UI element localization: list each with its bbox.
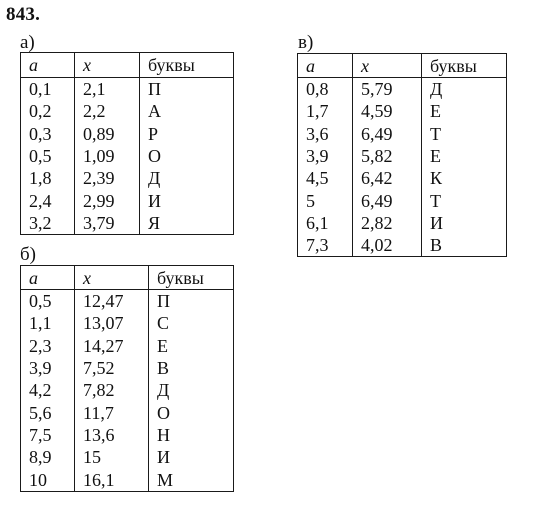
cell-x: 6,49 [353, 123, 422, 145]
cell-letter: Т [422, 123, 507, 145]
cell-letter: Д [140, 167, 234, 189]
cell-letter: Т [422, 189, 507, 211]
cell-a: 7,5 [21, 424, 75, 446]
table-row [298, 145, 507, 167]
cell-a: 8,9 [21, 446, 75, 468]
cell-letter: Д [422, 78, 507, 101]
header-letters: буквы [140, 53, 234, 78]
table-row [21, 446, 234, 468]
table-row [21, 78, 234, 101]
table-row [298, 78, 507, 101]
table-row [21, 424, 234, 446]
table-row [298, 123, 507, 145]
table-row [21, 379, 234, 401]
cell-x: 3,79 [75, 212, 140, 235]
cell-x: 6,49 [353, 189, 422, 211]
cell-a: 6,1 [298, 212, 353, 234]
table-row [298, 189, 507, 211]
cell-x: 0,89 [75, 123, 140, 145]
cell-a: 0,8 [298, 78, 353, 101]
cell-a: 2,4 [21, 189, 75, 211]
cell-letter: Е [422, 100, 507, 122]
table-row [21, 189, 234, 211]
cell-x: 16,1 [75, 468, 149, 491]
table-part-v [297, 53, 507, 257]
table-row [21, 357, 234, 379]
cell-letter: Д [149, 379, 234, 401]
cell-x: 2,82 [353, 212, 422, 234]
cell-letter: А [140, 100, 234, 122]
cell-letter: О [140, 145, 234, 167]
cell-a: 5 [298, 189, 353, 211]
cell-letter: С [149, 312, 234, 334]
table-row [298, 167, 507, 189]
cell-letter: И [422, 212, 507, 234]
table-row [21, 100, 234, 122]
cell-x: 12,47 [75, 290, 149, 313]
cell-letter: Я [140, 212, 234, 235]
header-letters: буквы [149, 266, 234, 290]
cell-x: 7,52 [75, 357, 149, 379]
table-row [21, 123, 234, 145]
cell-a: 4,5 [298, 167, 353, 189]
header-x: x [75, 53, 140, 78]
cell-letter: П [149, 290, 234, 313]
cell-x: 4,02 [353, 234, 422, 257]
cell-letter: Е [149, 335, 234, 357]
cell-x: 6,42 [353, 167, 422, 189]
cell-x: 5,82 [353, 145, 422, 167]
cell-letter: В [149, 357, 234, 379]
problem-number: 843. [6, 4, 41, 25]
cell-a: 10 [21, 468, 75, 491]
table-row [21, 335, 234, 357]
table-row [21, 212, 234, 235]
table-row [298, 234, 507, 257]
part-b-label: б) [20, 244, 36, 265]
cell-letter: О [149, 401, 234, 423]
header-x: x [75, 266, 149, 290]
cell-a: 1,7 [298, 100, 353, 122]
cell-a: 7,3 [298, 234, 353, 257]
cell-x: 4,59 [353, 100, 422, 122]
cell-letter: П [140, 78, 234, 101]
cell-a: 0,2 [21, 100, 75, 122]
header-a: a [21, 266, 75, 290]
table-part-a [20, 52, 234, 235]
header-x: x [353, 54, 422, 78]
cell-letter: М [149, 468, 234, 491]
table-row [21, 167, 234, 189]
cell-x: 2,39 [75, 167, 140, 189]
cell-a: 3,6 [298, 123, 353, 145]
cell-a: 0,5 [21, 290, 75, 313]
cell-a: 4,2 [21, 379, 75, 401]
cell-x: 2,2 [75, 100, 140, 122]
cell-a: 1,1 [21, 312, 75, 334]
cell-a: 0,3 [21, 123, 75, 145]
cell-a: 0,1 [21, 78, 75, 101]
header-a: a [298, 54, 353, 78]
table-row [21, 145, 234, 167]
cell-x: 5,79 [353, 78, 422, 101]
cell-letter: И [140, 189, 234, 211]
cell-x: 2,99 [75, 189, 140, 211]
table-row [298, 212, 507, 234]
cell-x: 2,1 [75, 78, 140, 101]
part-a-label: а) [20, 32, 35, 53]
cell-x: 15 [75, 446, 149, 468]
table-row [21, 401, 234, 423]
cell-x: 13,07 [75, 312, 149, 334]
part-v-label: в) [298, 32, 314, 53]
cell-letter: Е [422, 145, 507, 167]
cell-letter: Н [149, 424, 234, 446]
cell-x: 11,7 [75, 401, 149, 423]
cell-letter: Р [140, 123, 234, 145]
cell-letter: И [149, 446, 234, 468]
table-row [21, 468, 234, 491]
cell-a: 2,3 [21, 335, 75, 357]
table-row [21, 290, 234, 313]
cell-a: 3,9 [298, 145, 353, 167]
cell-letter: К [422, 167, 507, 189]
cell-a: 3,2 [21, 212, 75, 235]
header-a: a [21, 53, 75, 78]
table-part-b [20, 265, 234, 492]
cell-x: 14,27 [75, 335, 149, 357]
cell-a: 0,5 [21, 145, 75, 167]
table-row [21, 312, 234, 334]
cell-x: 1,09 [75, 145, 140, 167]
cell-a: 5,6 [21, 401, 75, 423]
cell-letter: В [422, 234, 507, 257]
header-letters: буквы [422, 54, 507, 78]
table-row [298, 100, 507, 122]
header-row [21, 266, 234, 290]
cell-x: 13,6 [75, 424, 149, 446]
header-row [298, 54, 507, 78]
cell-x: 7,82 [75, 379, 149, 401]
cell-a: 1,8 [21, 167, 75, 189]
header-row [21, 53, 234, 78]
cell-a: 3,9 [21, 357, 75, 379]
